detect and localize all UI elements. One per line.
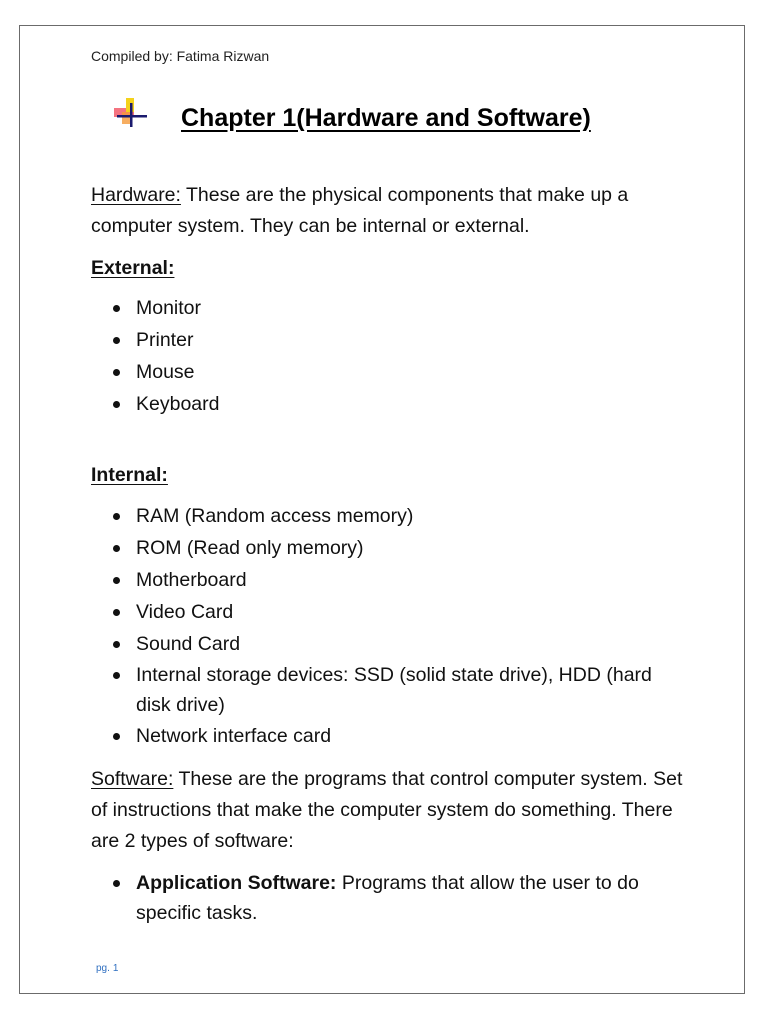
list-item: Keyboard: [111, 388, 686, 420]
software-paragraph: [91, 764, 691, 857]
internal-list: [111, 500, 686, 752]
list-item: Sound Card: [111, 628, 686, 660]
list-item: ROM (Read only memory): [111, 532, 686, 564]
list-item: Printer: [111, 324, 686, 356]
list-item: Motherboard: [111, 564, 686, 596]
software-text: These are the programs that control computer system. Set of instructions that make the computer system do something. There are 2 types of software:: [91, 768, 683, 852]
software-label: Software:: [91, 768, 174, 790]
page-number: [93, 963, 118, 974]
list-item: RAM (Random access memory): [111, 500, 686, 532]
list-item: Mouse: [111, 356, 686, 388]
software-type-desc: Programs that allow the user to do specific tasks.: [136, 872, 639, 924]
hardware-paragraph: [91, 180, 691, 242]
software-types-list: [111, 868, 686, 928]
external-list: [111, 292, 686, 420]
compiled-by: Compiled by: Fatima Rizwan: [91, 48, 270, 64]
hardware-text: These are the physical components that make up a computer system. They can be internal or external.: [91, 184, 629, 237]
page-prefix: pg.: [96, 963, 110, 974]
list-item: Monitor: [111, 292, 686, 324]
page-number-value: 1: [112, 963, 119, 974]
hardware-label: Hardware:: [91, 184, 181, 206]
list-item: [111, 868, 686, 928]
list-item: Internal storage devices: SSD (solid state drive), HDD (hard disk drive): [111, 660, 686, 720]
list-item: Video Card: [111, 596, 686, 628]
list-item: Network interface card: [111, 720, 686, 752]
external-heading: External:: [91, 257, 175, 279]
internal-heading: Internal:: [91, 464, 168, 486]
software-type-name: Application Software:: [136, 872, 337, 894]
chapter-title: Chapter 1(Hardware and Software): [181, 104, 591, 132]
chapter-bullet-icon: [112, 96, 148, 132]
